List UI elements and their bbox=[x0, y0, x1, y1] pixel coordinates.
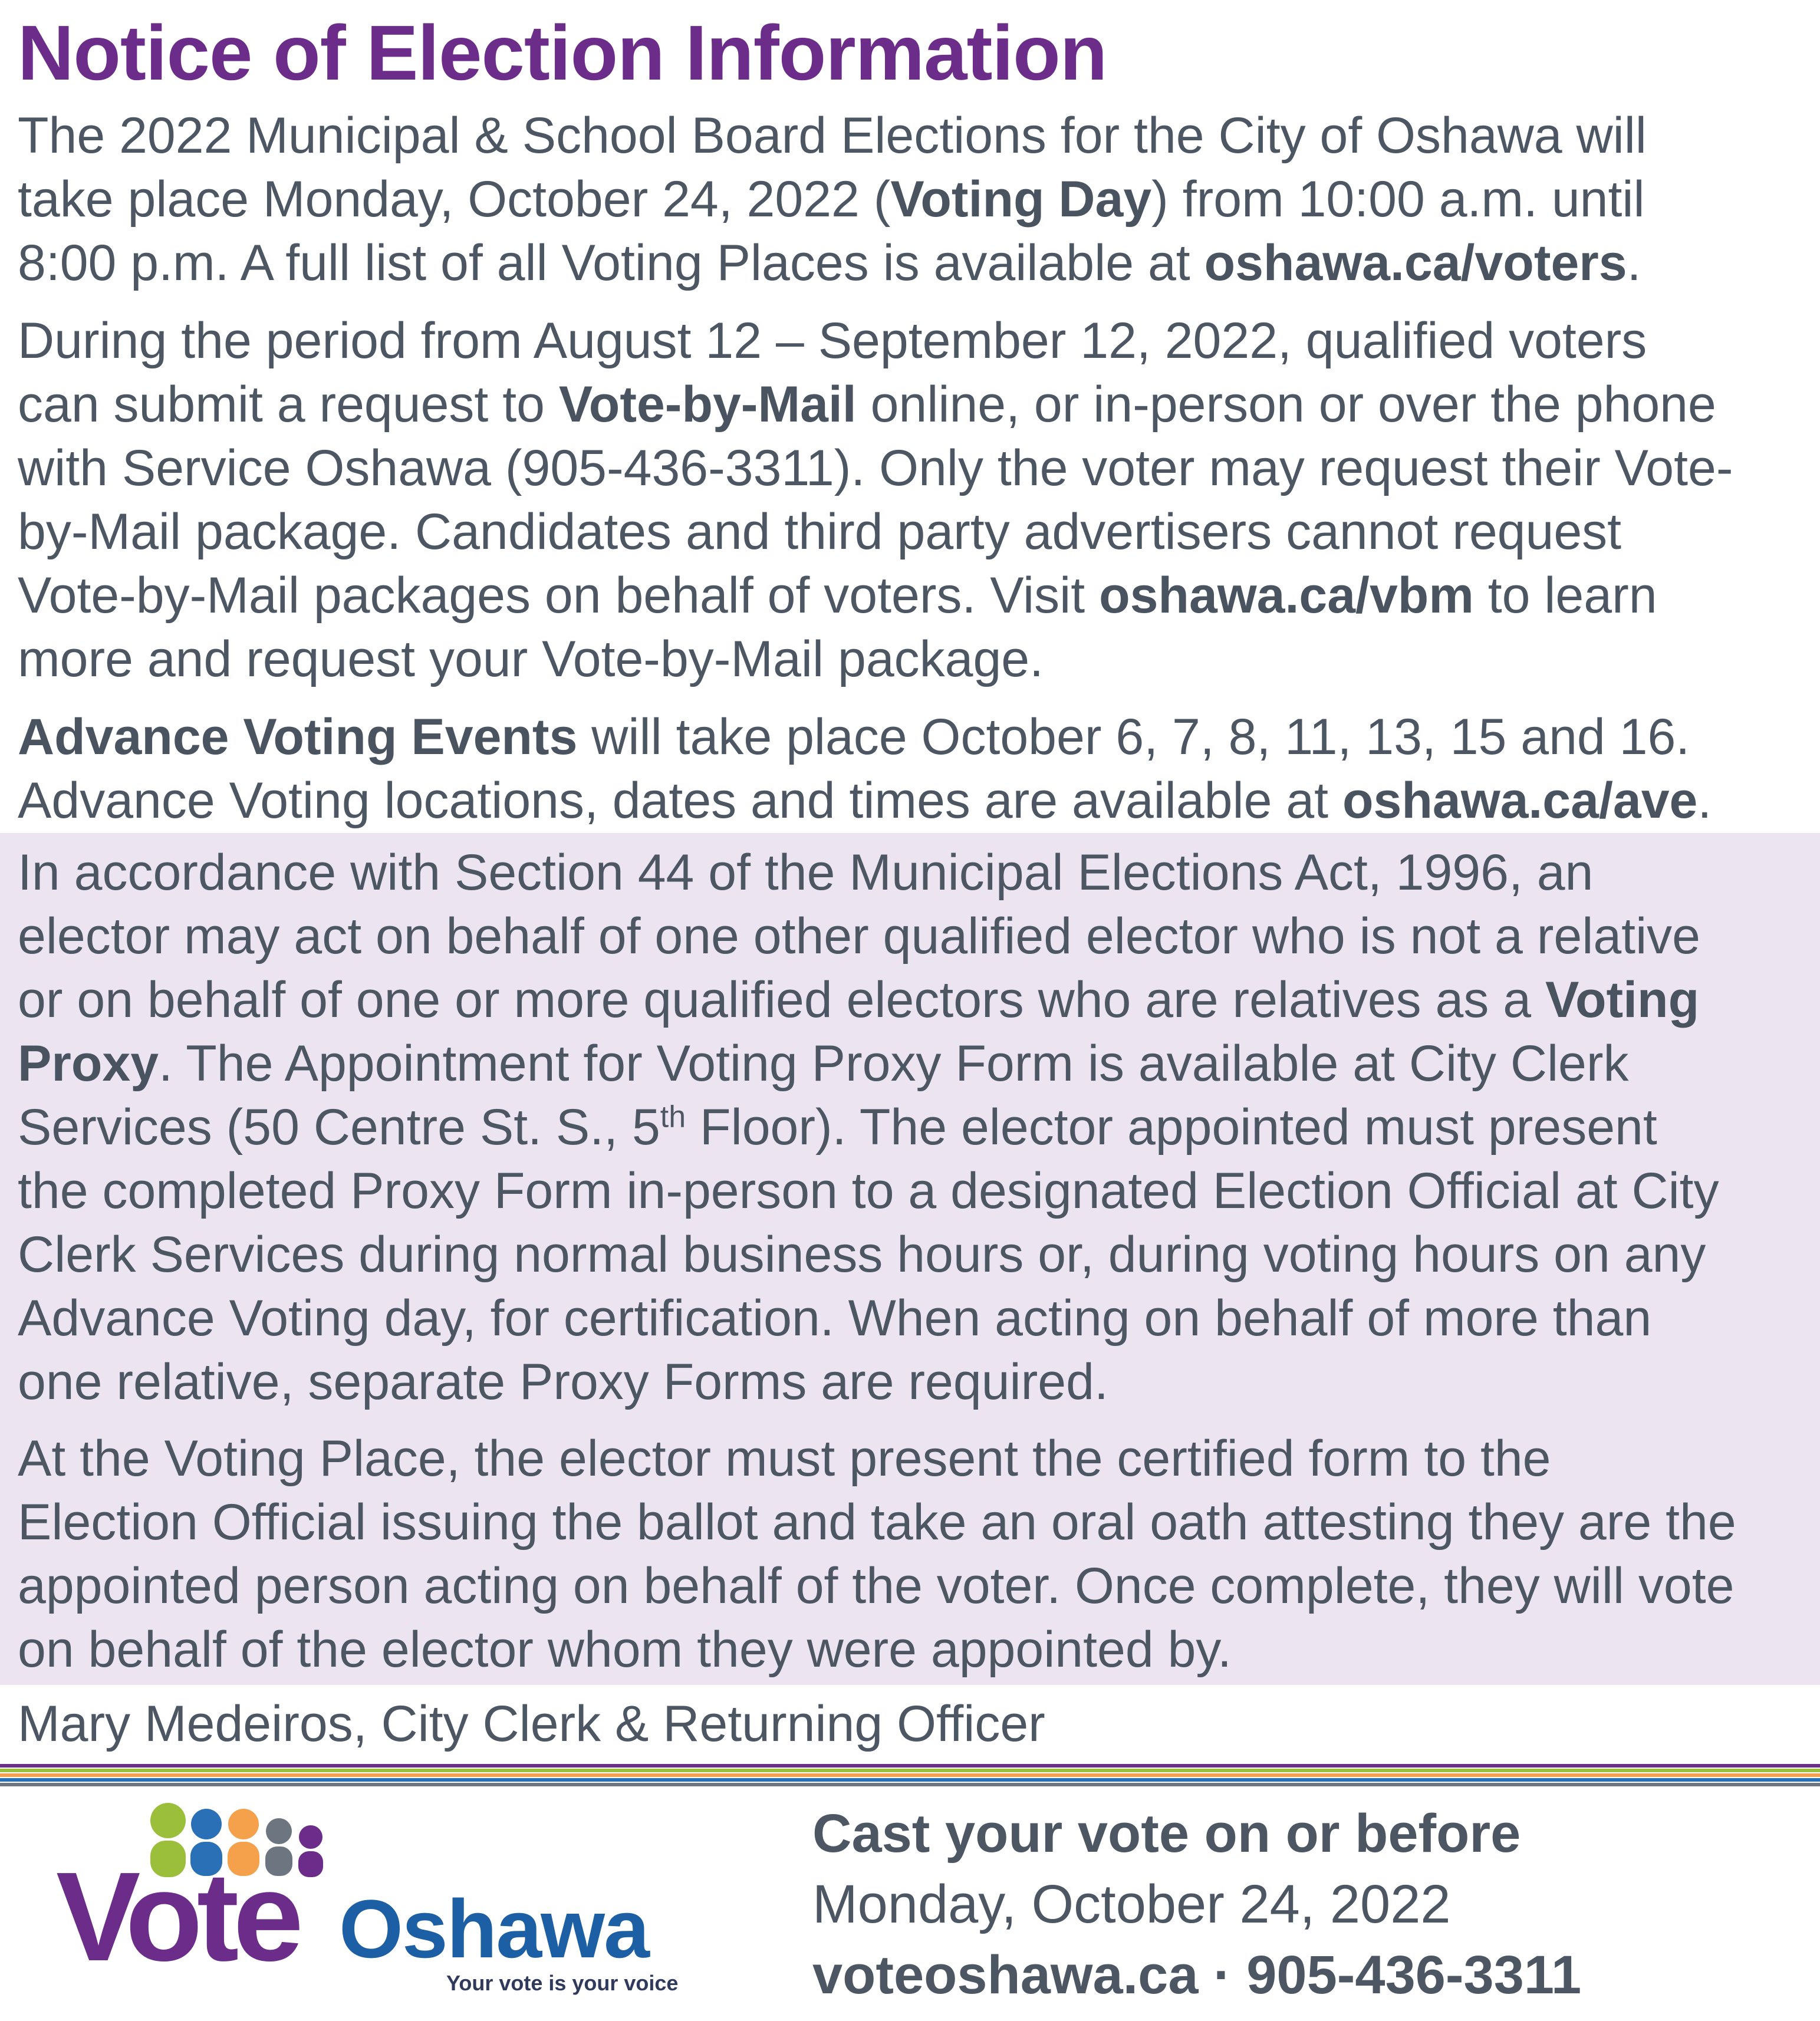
cta-contact[interactable]: voteoshawa.ca · 905-436-3311 bbox=[812, 1945, 1582, 2005]
text-line: on behalf of the elector whom they were appointed by. bbox=[18, 1621, 1232, 1678]
text-line: or on behalf of one or more qualified electors who are relatives as a Voting bbox=[18, 972, 1700, 1028]
text-line: Vote-by-Mail packages on behalf of voters. Visit oshawa.ca/vbm to learn bbox=[18, 567, 1657, 624]
ordinal-suffix: th bbox=[660, 1100, 686, 1134]
text-line: appointed person acting on behalf of the voter. Once complete, they will vote bbox=[18, 1558, 1735, 1614]
text-line: Advance Voting Events will take place October 6, 7, 8, 11, 13, 15 and 16. bbox=[18, 709, 1690, 765]
logo-vote-text: Vote bbox=[56, 1845, 298, 1987]
advance-voting-paragraph bbox=[18, 705, 1810, 832]
text-line: one relative, separate Proxy Forms are required. bbox=[18, 1354, 1108, 1410]
text-line: The 2022 Municipal & School Board Elections for the City of Oshawa will bbox=[18, 107, 1647, 164]
stripe-orange bbox=[0, 1773, 1820, 1777]
text-line: Services (50 Centre St. S., 5th Floor). The elector appointed must present bbox=[18, 1099, 1657, 1156]
vote-oshawa-logo bbox=[56, 1798, 728, 1999]
text-line: Advance Voting day, for certification. When acting on behalf of more than bbox=[18, 1290, 1652, 1347]
logo-tagline: Your vote is your voice bbox=[446, 1971, 679, 1995]
voting-day-term: Voting Day bbox=[890, 171, 1152, 228]
cta-date: Monday, October 24, 2022 bbox=[812, 1874, 1451, 1934]
stripe-purple bbox=[0, 1764, 1820, 1767]
vote-by-mail-paragraph bbox=[18, 309, 1810, 691]
text-line: During the period from August 12 – September 12, 2022, qualified voters bbox=[18, 312, 1647, 369]
text-line: Election Official issuing the ballot and take an oral oath attesting they are the bbox=[18, 1494, 1736, 1551]
cta-heading: Cast your vote on or before bbox=[812, 1803, 1521, 1864]
text-line: can submit a request to Vote-by-Mail online, or in-person or over the phone bbox=[18, 376, 1716, 433]
text-line: Clerk Services during normal business hours or, during voting hours on any bbox=[18, 1226, 1706, 1283]
text-line: take place Monday, October 24, 2022 (Voting Day) from 10:00 a.m. until bbox=[18, 171, 1645, 228]
stripe-divider bbox=[0, 1764, 1820, 1786]
stripe-green bbox=[0, 1769, 1820, 1772]
text-line: 8:00 p.m. A full list of all Voting Places is available at oshawa.ca/voters. bbox=[18, 235, 1641, 291]
text-line: elector may act on behalf of one other qualified elector who is not a relative bbox=[18, 908, 1700, 965]
stripe-grey bbox=[0, 1783, 1820, 1786]
voting-place-paragraph bbox=[18, 1427, 1810, 1681]
vote-by-mail-term: Vote-by-Mail bbox=[558, 376, 857, 433]
proxy-paragraph bbox=[18, 841, 1810, 1414]
text-line: In accordance with Section 44 of the Municipal Elections Act, 1996, an bbox=[18, 844, 1594, 901]
text-line: the completed Proxy Form in-person to a designated Election Official at City bbox=[18, 1163, 1719, 1219]
voting-day-paragraph bbox=[18, 104, 1810, 295]
voters-link[interactable]: oshawa.ca/voters bbox=[1204, 235, 1627, 291]
text-line: with Service Oshawa (905-436-3311). Only the voter may request their Vote- bbox=[18, 440, 1733, 496]
stripe-blue bbox=[0, 1778, 1820, 1782]
text-line: Advance Voting locations, dates and times are available at oshawa.ca/ave. bbox=[18, 772, 1712, 829]
page-title: Notice of Election Information bbox=[18, 9, 1107, 96]
signature-text: Mary Medeiros, City Clerk & Returning Officer bbox=[18, 1696, 1045, 1752]
text-line: Proxy. The Appointment for Voting Proxy Form is available at City Clerk bbox=[18, 1035, 1629, 1092]
text-line: by-Mail package. Candidates and third party advertisers cannot request bbox=[18, 503, 1622, 560]
text-line: At the Voting Place, the elector must present the certified form to the bbox=[18, 1430, 1551, 1487]
call-to-action bbox=[812, 1798, 1809, 2010]
text-line: more and request your Vote-by-Mail package. bbox=[18, 631, 1044, 687]
advance-voting-term: Advance Voting Events bbox=[18, 709, 578, 765]
ave-link[interactable]: oshawa.ca/ave bbox=[1342, 772, 1698, 829]
vbm-link[interactable]: oshawa.ca/vbm bbox=[1099, 567, 1474, 624]
voting-proxy-term: Voting bbox=[1545, 972, 1700, 1028]
voting-proxy-term: Proxy bbox=[18, 1035, 159, 1092]
logo-oshawa-text: Oshawa bbox=[339, 1882, 649, 1975]
signature bbox=[18, 1692, 1810, 1756]
